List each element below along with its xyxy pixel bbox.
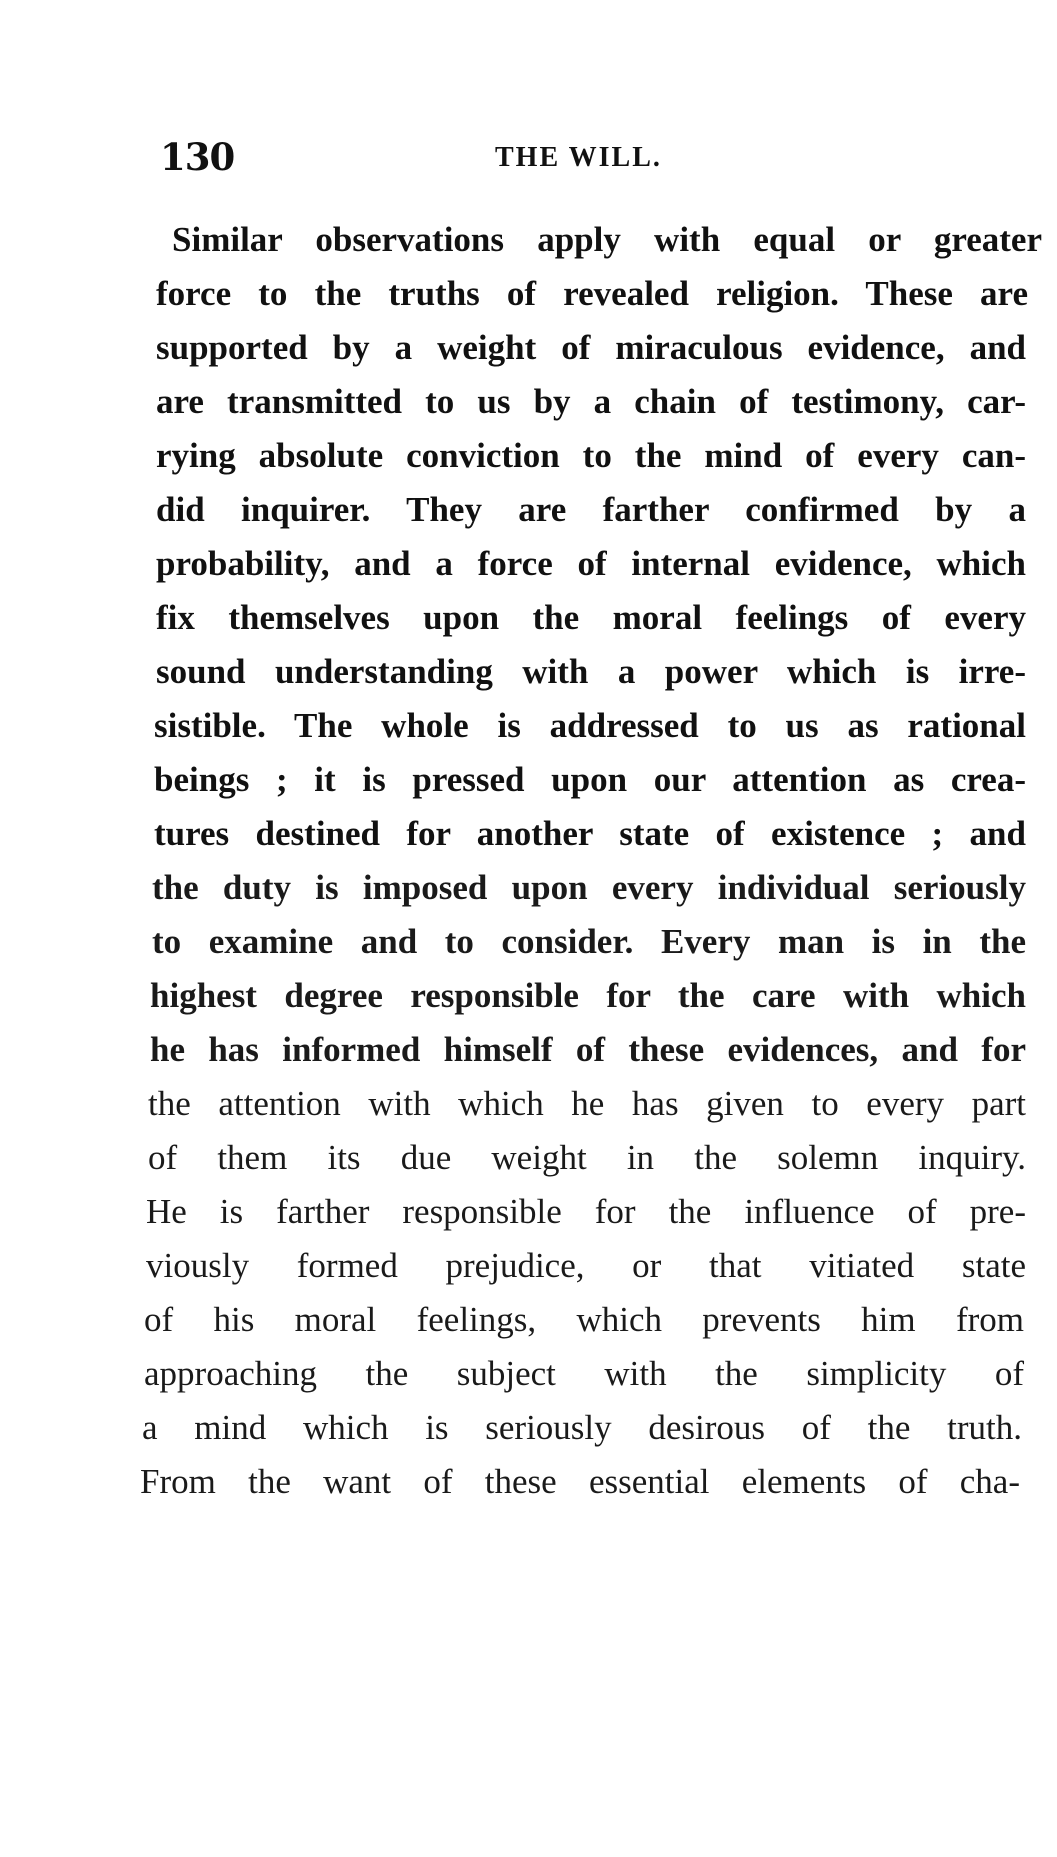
page-header xyxy=(160,132,1040,182)
text-line: Similar observations apply with equal or greater xyxy=(172,220,1042,259)
text-line: did inquirer. They are farther confirmed by a xyxy=(156,490,1026,529)
text-line: to examine and to consider. Every man is in the xyxy=(152,922,1026,961)
text-line: force to the truths of revealed religion. These are xyxy=(156,274,1028,313)
text-line: beings ; it is pressed upon our attention as crea- xyxy=(154,760,1026,799)
text-line: From the want of these essential elements of cha- xyxy=(140,1462,1020,1501)
text-line: rying absolute conviction to the mind of every can- xyxy=(156,436,1026,475)
text-line: approaching the subject with the simplicity of xyxy=(144,1354,1024,1393)
text-line: a mind which is seriously desirous of the truth. xyxy=(142,1408,1022,1447)
running-head: THE WILL. xyxy=(495,142,662,173)
text-line: probability, and a force of internal evidence, which xyxy=(156,544,1026,583)
text-line: he has informed himself of these evidences, and for xyxy=(150,1030,1026,1069)
text-line: tures destined for another state of existence ; and xyxy=(154,814,1026,853)
text-line: the duty is imposed upon every individual seriously xyxy=(152,868,1026,907)
text-line: are transmitted to us by a chain of testimony, car- xyxy=(156,382,1026,421)
text-line: of them its due weight in the solemn inquiry. xyxy=(148,1138,1026,1177)
text-line: viously formed prejudice, or that vitiated state xyxy=(146,1246,1026,1285)
page-number: 130 xyxy=(160,135,235,179)
text-line: He is farther responsible for the influence of pre- xyxy=(146,1192,1026,1231)
text-line: supported by a weight of miraculous evidence, and xyxy=(156,328,1026,367)
text-line: of his moral feelings, which prevents him from xyxy=(144,1300,1024,1339)
text-line: sound understanding with a power which is irre- xyxy=(156,652,1026,691)
text-line: the attention with which he has given to every part xyxy=(148,1084,1026,1123)
text-line: highest degree responsible for the care with which xyxy=(150,976,1026,1015)
text-line: fix themselves upon the moral feelings of every xyxy=(156,598,1026,637)
text-line: sistible. The whole is addressed to us as rational xyxy=(154,706,1026,745)
